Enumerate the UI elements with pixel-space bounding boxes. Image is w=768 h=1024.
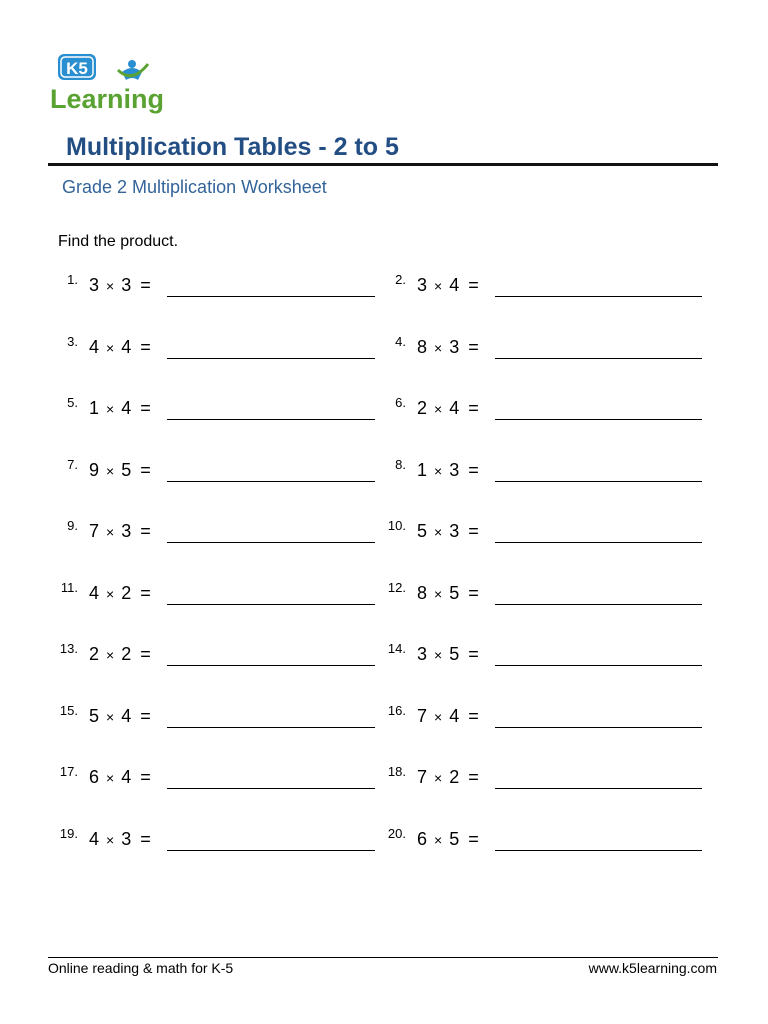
problem-number: 19.: [59, 825, 78, 841]
equals-sign: =: [140, 275, 151, 295]
problem-equation: [417, 829, 485, 850]
problem-number: 14.: [387, 641, 406, 656]
problem-number: 9.: [67, 518, 78, 533]
answer-line[interactable]: [495, 604, 702, 605]
factor-a: 6: [417, 828, 428, 849]
answer-line[interactable]: [495, 788, 702, 789]
factor-b: 3: [449, 336, 460, 357]
factor-b: 4: [449, 705, 460, 726]
problem-item: [0, 396, 768, 426]
problem-number: 8.: [395, 456, 406, 472]
equals-sign: =: [468, 521, 479, 541]
factor-a: 8: [417, 582, 428, 603]
factor-b: 5: [449, 828, 460, 849]
factor-b: 4: [449, 275, 460, 295]
worksheet-subtitle: Grade 2 Multiplication Worksheet: [62, 177, 327, 197]
problem-number: 2.: [395, 272, 406, 287]
problem-equation: [417, 398, 485, 419]
problem-equation: [417, 767, 485, 788]
equals-sign: =: [468, 275, 479, 295]
equals-sign: =: [468, 398, 479, 418]
factor-b: 5: [449, 582, 460, 603]
factor-a: 9: [89, 459, 100, 480]
problem-item: [0, 273, 768, 303]
factor-b: 4: [121, 398, 132, 418]
problem-number: 11.: [60, 579, 78, 595]
factor-a: 7: [417, 705, 428, 726]
problem-equation: [417, 521, 485, 542]
times-sign: ×: [106, 708, 115, 725]
equals-sign: =: [140, 459, 151, 480]
factor-a: 4: [89, 582, 100, 603]
equals-sign: =: [468, 459, 479, 480]
times-sign: ×: [106, 770, 115, 786]
times-sign: ×: [434, 770, 443, 786]
factor-a: 1: [417, 459, 428, 480]
factor-a: 4: [89, 828, 100, 849]
problem-equation: [417, 460, 485, 481]
times-sign: ×: [434, 647, 443, 663]
times-sign: ×: [434, 278, 443, 294]
factor-a: 6: [89, 767, 100, 787]
equals-sign: =: [140, 644, 151, 664]
times-sign: ×: [106, 339, 115, 356]
problem-number: 1.: [67, 272, 78, 287]
factor-b: 3: [121, 275, 132, 295]
problem-item: [0, 458, 768, 488]
equals-sign: =: [468, 582, 479, 603]
factor-b: 4: [121, 767, 132, 787]
factor-b: 4: [121, 336, 132, 357]
answer-line[interactable]: [495, 481, 702, 482]
problem-item: [0, 642, 768, 672]
problem-item: [0, 335, 768, 365]
answer-line[interactable]: [495, 727, 702, 728]
equals-sign: =: [140, 828, 151, 849]
problem-equation: [417, 337, 485, 358]
problem-number: 16.: [387, 702, 406, 718]
times-sign: ×: [106, 647, 115, 663]
equals-sign: =: [468, 336, 479, 357]
footer-divider: [48, 957, 718, 958]
problem-item: [0, 827, 768, 857]
answer-line[interactable]: [495, 296, 702, 297]
problem-number: 6.: [395, 395, 406, 410]
problem-item: [0, 519, 768, 549]
factor-b: 3: [449, 459, 460, 480]
answer-line[interactable]: [495, 542, 702, 543]
equals-sign: =: [468, 767, 479, 787]
equals-sign: =: [140, 705, 151, 726]
problem-number: 10.: [387, 518, 406, 533]
times-sign: ×: [106, 524, 115, 540]
equals-sign: =: [140, 336, 151, 357]
answer-line[interactable]: [495, 665, 702, 666]
problem-item: [0, 704, 768, 734]
problem-number: 15.: [59, 702, 78, 718]
times-sign: ×: [434, 339, 443, 356]
problem-number: 20.: [387, 825, 406, 841]
equals-sign: =: [468, 705, 479, 726]
times-sign: ×: [434, 401, 443, 417]
problem-number: 3.: [67, 333, 78, 349]
footer-tagline: Online reading & math for K-5: [48, 960, 234, 976]
factor-a: 2: [89, 644, 100, 664]
logo-text-bottom: Learning: [50, 84, 165, 114]
equals-sign: =: [468, 828, 479, 849]
problem-number: 17.: [59, 764, 78, 779]
equals-sign: =: [468, 644, 479, 664]
footer-url: www.k5learning.com: [588, 960, 717, 976]
times-sign: ×: [434, 831, 443, 848]
factor-b: 3: [449, 521, 460, 541]
instructions: Find the product.: [58, 233, 179, 250]
factor-a: 2: [417, 398, 428, 418]
problem-equation: [417, 583, 485, 604]
factor-a: 5: [89, 705, 100, 726]
equals-sign: =: [140, 521, 151, 541]
factor-a: 4: [89, 336, 100, 357]
times-sign: ×: [434, 585, 443, 602]
times-sign: ×: [434, 462, 443, 479]
equals-sign: =: [140, 398, 151, 418]
problem-item: [0, 581, 768, 611]
factor-a: 7: [89, 521, 100, 541]
answer-line[interactable]: [495, 850, 702, 851]
equals-sign: =: [140, 582, 151, 603]
equals-sign: =: [140, 767, 151, 787]
times-sign: ×: [434, 524, 443, 540]
factor-b: 5: [121, 459, 132, 480]
problem-number: 5.: [67, 395, 78, 410]
answer-line[interactable]: [495, 419, 702, 420]
times-sign: ×: [106, 585, 115, 602]
factor-a: 5: [417, 521, 428, 541]
factor-a: 8: [417, 336, 428, 357]
factor-b: 2: [121, 644, 132, 664]
problem-number: 13.: [59, 641, 78, 656]
factor-b: 2: [121, 582, 132, 603]
factor-b: 4: [121, 705, 132, 726]
problem-equation: [417, 706, 485, 727]
factor-b: 3: [121, 828, 132, 849]
worksheet-title: Multiplication Tables - 2 to 5: [66, 133, 399, 161]
factor-a: 1: [89, 398, 100, 418]
times-sign: ×: [106, 278, 115, 294]
problem-item: [0, 765, 768, 795]
factor-a: 3: [417, 275, 428, 295]
logo-text-top: K5: [66, 59, 88, 78]
problem-number: 18.: [387, 764, 406, 779]
problem-number: 4.: [395, 333, 406, 349]
times-sign: ×: [106, 831, 115, 848]
factor-b: 2: [449, 767, 460, 787]
factor-b: 3: [121, 521, 132, 541]
factor-a: 7: [417, 767, 428, 787]
problem-equation: [417, 275, 485, 296]
answer-line[interactable]: [495, 358, 702, 359]
factor-b: 5: [449, 644, 460, 664]
problem-number: 7.: [67, 456, 78, 472]
times-sign: ×: [106, 401, 115, 417]
times-sign: ×: [434, 708, 443, 725]
factor-b: 4: [449, 398, 460, 418]
factor-a: 3: [89, 275, 100, 295]
problem-equation: [417, 644, 485, 665]
times-sign: ×: [106, 462, 115, 479]
factor-a: 3: [417, 644, 428, 664]
problem-number: 12.: [387, 579, 406, 595]
